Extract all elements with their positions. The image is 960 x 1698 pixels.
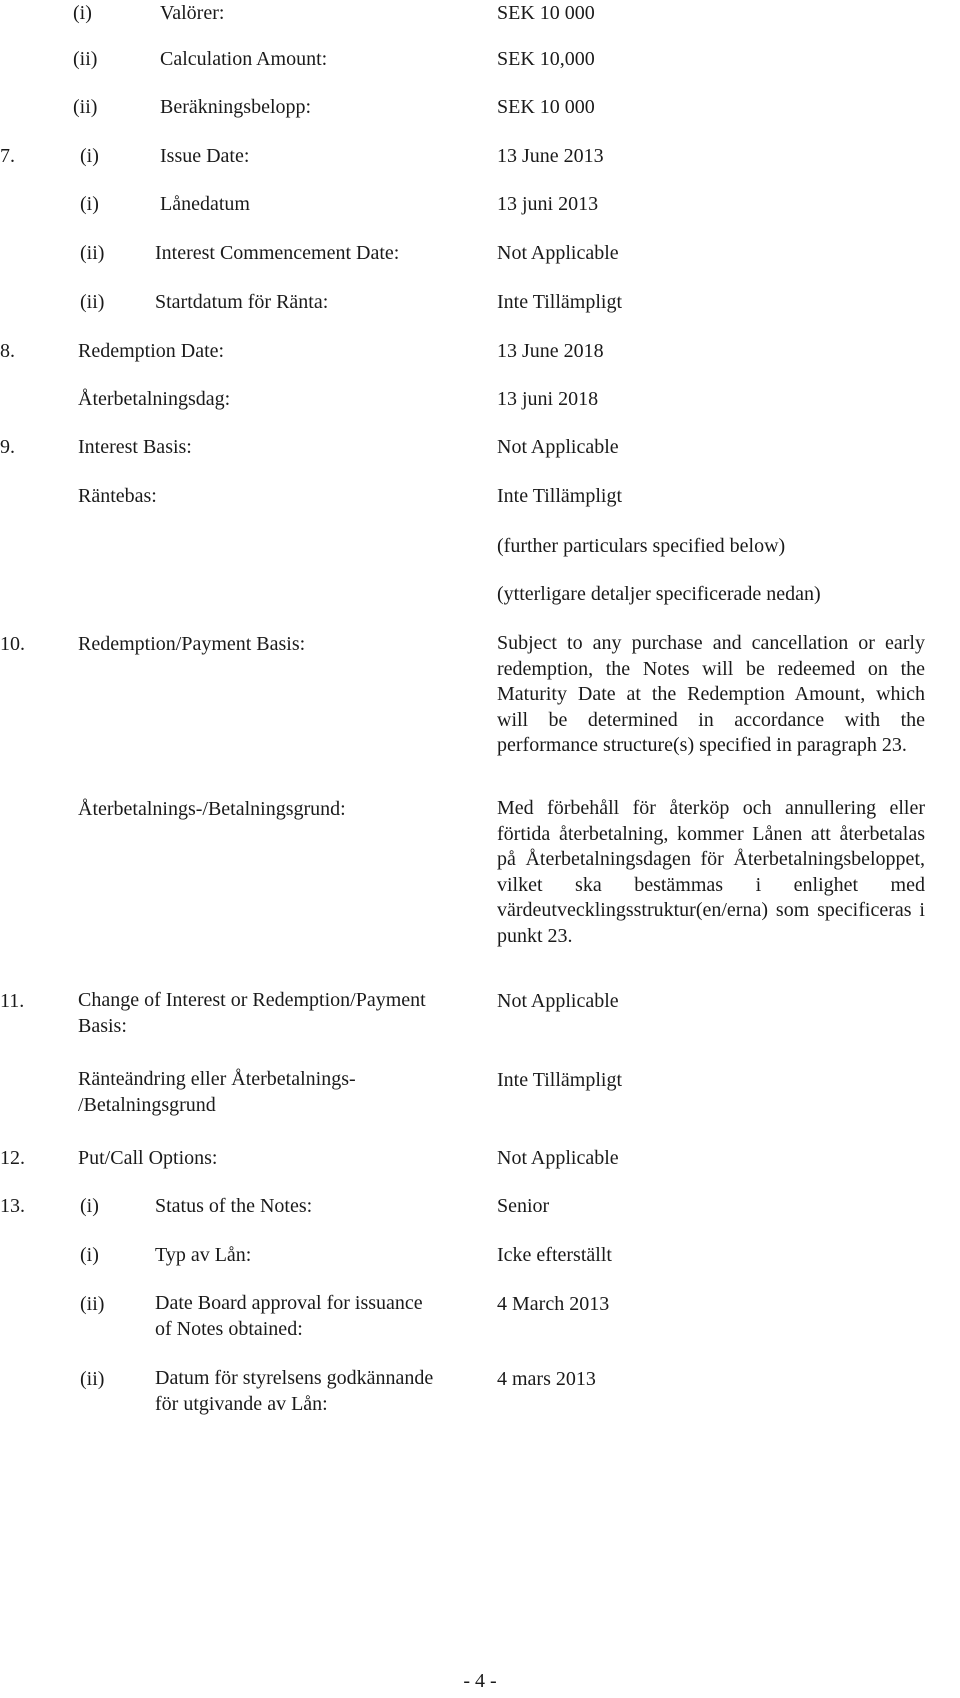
board-approval-label-sv-line2: för utgivande av Lån: [155,1392,328,1415]
page-number: - 4 - [463,1670,497,1692]
redemption-basis-text-sv: Med förbehåll för återköp och annullering eller förtida återbetalning, kommer Lånen att återbetalas på Återbetalningsdagen för Återbetalningsbeloppet, vilket ska bestämmas i enlighet med värdeutvecklingsstruktur(en/erna) som specificeras i punkt 23. [497,797,925,947]
redemption-basis-text: Subject to any purchase and cancellation or early redemption, the Notes will be redeemed on the Maturity Date at the Redemption Amount, which will be determined in accordance with the performance structure(s) specified in paragraph 23. [497,632,925,757]
put-call-label: Put/Call Options: [78,1147,218,1169]
row-issue-date [0,143,960,169]
row-denomination-sv [0,0,960,26]
row-label: Issue Date: [160,145,250,167]
row-sub: (i) [80,1244,99,1266]
row-calculation-amount [0,46,960,72]
row-sub: (i) [80,1195,99,1217]
row-interest-commencement [0,240,960,266]
item-number: 8. [0,340,15,362]
change-basis-label-sv [78,1067,478,1118]
row-label: Redemption Date: [78,340,225,362]
row-interest-basis-sv [0,483,960,509]
row-value: SEK 10 000 [497,2,595,24]
status-value-sv: Icke efterställt [497,1244,612,1266]
row-label: Valörer: [160,2,225,24]
row-interest-basis [0,434,960,460]
row-sub: (ii) [80,242,105,264]
row-interest-commencement-sv [0,289,960,315]
row-calculation-amount-sv [0,94,960,120]
row-value: (further particulars specified below) [497,535,786,557]
row-value: SEK 10,000 [497,48,595,70]
row-sub: (ii) [73,48,98,70]
row-value: (ytterligare detaljer specificerade nedan) [497,583,821,605]
item-number: 13. [0,1195,25,1217]
row-sub: (ii) [73,96,98,118]
row-sub: (i) [80,145,99,167]
row-value: SEK 10 000 [497,96,595,118]
row-label: Beräkningsbelopp: [160,96,312,118]
status-label: Status of the Notes: [155,1195,313,1217]
board-approval-value: 4 March 2013 [497,1293,610,1315]
row-sub: (ii) [80,291,105,313]
row-value: 13 June 2013 [497,145,604,167]
row-issue-date-sv [0,191,960,217]
row-value: Inte Tillämpligt [497,485,623,507]
item-number: 7. [0,145,15,167]
row-value: 13 juni 2018 [497,388,599,410]
row-value: Not Applicable [497,436,619,458]
row-value: Not Applicable [497,242,619,264]
board-approval-label [155,1291,485,1342]
board-approval-value-sv: 4 mars 2013 [497,1368,596,1390]
row-label: Återbetalningsdag: [78,388,231,410]
row-sub: (ii) [80,1293,105,1315]
row-value: 13 June 2018 [497,340,604,362]
board-approval-label-line2: of Notes obtained: [155,1317,303,1340]
change-basis-label-sv-line1: Ränteändring eller Återbetalnings- [78,1068,356,1090]
row-sub: (i) [80,193,99,215]
row-label: Räntebas: [78,485,157,507]
row-sub: (ii) [80,1368,105,1390]
item-number: 9. [0,436,15,458]
status-label-sv: Typ av Lån: [155,1244,252,1266]
change-basis-label [78,988,478,1039]
change-basis-label-sv-line2: /Betalningsgrund [78,1093,216,1116]
board-approval-label-sv-line1: Datum för styrelsens godkännande [155,1367,434,1389]
board-approval-label-sv [155,1366,485,1417]
redemption-basis-label-sv: Återbetalnings-/Betalningsgrund: [78,798,346,820]
row-redemption-date-sv [0,386,960,412]
row-sub: (i) [73,2,92,24]
row-label: Calculation Amount: [160,48,328,70]
row-label: Interest Basis: [78,436,192,458]
row-label: Interest Commencement Date: [155,242,400,264]
row-redemption-date [0,338,960,364]
status-value: Senior [497,1195,550,1217]
item-number: 10. [0,633,25,655]
change-basis-value: Not Applicable [497,990,619,1012]
put-call-value: Not Applicable [497,1147,619,1169]
row-label: Lånedatum [160,193,250,215]
change-basis-label-line1: Change of Interest or Redemption/Payment [78,989,426,1011]
item-number: 12. [0,1147,25,1169]
change-basis-value-sv: Inte Tillämpligt [497,1069,623,1091]
item-number: 11. [0,990,25,1012]
row-value: 13 juni 2013 [497,193,599,215]
row-label: Startdatum för Ränta: [155,291,329,313]
row-further-particulars-sv [0,581,960,607]
board-approval-label-line1: Date Board approval for issuance [155,1292,423,1314]
change-basis-label-line2: Basis: [78,1014,127,1037]
row-further-particulars [0,533,960,559]
row-value: Inte Tillämpligt [497,291,623,313]
redemption-basis-label: Redemption/Payment Basis: [78,633,306,655]
